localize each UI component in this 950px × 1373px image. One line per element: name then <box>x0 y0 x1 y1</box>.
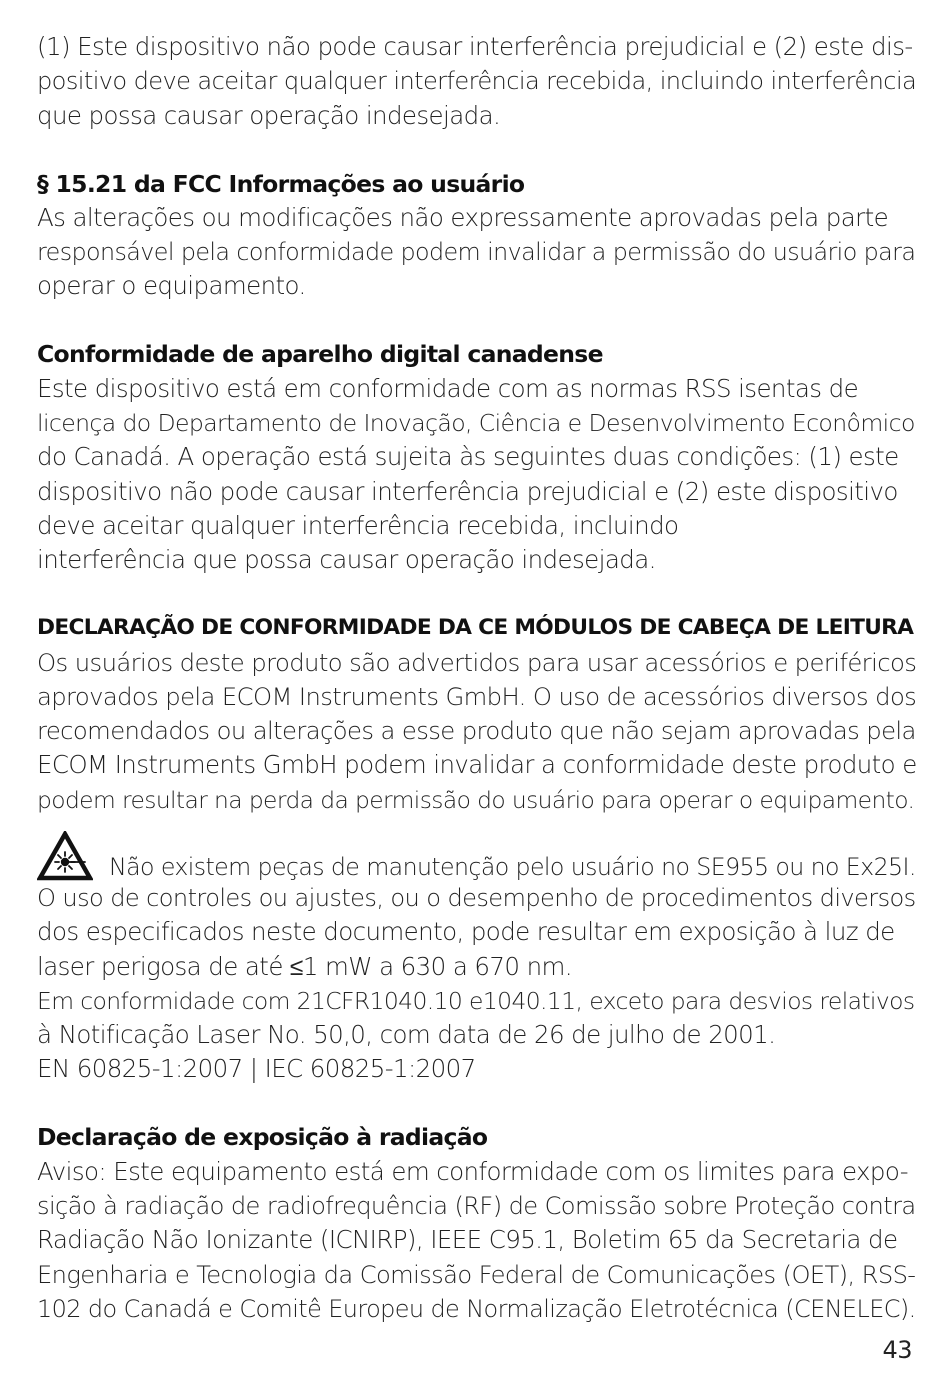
text-line: à Notificação Laser No. 50,0, com data de 26 de julho de 2001. <box>37 1020 776 1050</box>
text-line: dispositivo não pode causar interferência prejudicial e (2) este dispositivo <box>37 476 898 506</box>
text-line: podem resultar na perda da permissão do usuário para operar o equipamento. <box>37 785 915 814</box>
text-line: do Canadá. A operação está sujeita às seguintes duas condições: (1) este <box>37 442 899 472</box>
page-number: 43 <box>882 1336 912 1364</box>
section-heading: DECLARAÇÃO DE CONFORMIDADE DA CE MÓDULOS DE CABEÇA DE LEITURA <box>37 615 914 641</box>
radiation-section <box>37 1120 917 1326</box>
text-line: aprovados pela ECOM Instruments GmbH. O uso de acessórios diversos dos <box>37 681 917 711</box>
text-line: licença do Departamento de Inovação, Ciência e Desenvolvimento Econômico <box>37 409 915 438</box>
text-line: Não existem peças de manutenção pelo usuário no SE955 ou no Ex25I. <box>109 853 916 881</box>
text-line: Em conformidade com 21CFR1040.10 e1040.11, exceto para desvios relativos <box>37 986 915 1015</box>
text-line: As alterações ou modificações não expressamente aprovadas pela parte <box>37 202 889 232</box>
text-line: dos especificados neste documento, pode resultar em exposição à luz de <box>37 917 895 947</box>
text-line: O uso de controles ou ajustes, ou o desempenho de procedimentos diversos <box>37 884 916 912</box>
laser-warning-line <box>37 827 917 881</box>
section-heading: Declaração de exposição à radiação <box>37 1123 488 1152</box>
text-line: operar o equipamento. <box>37 271 306 301</box>
text-line: interferência que possa causar operação indesejada. <box>37 545 656 575</box>
fcc-section <box>37 167 917 304</box>
text-line: laser perigosa de até ≤1 mW a 630 a 670 nm. <box>37 951 572 981</box>
text-line: ECOM Instruments GmbH podem invalidar a conformidade deste produto e <box>37 750 917 780</box>
text-line: que possa causar operação indesejada. <box>37 100 501 130</box>
text-line: EN 60825-1:2007 | IEC 60825-1:2007 <box>37 1054 476 1084</box>
laser-warning-icon <box>37 831 93 881</box>
text-line: Radiação Não Ionizante (ICNIRP), IEEE C95.1, Boletim 65 da Secretaria de <box>37 1225 898 1255</box>
text-line: (1) Este dispositivo não pode causar interferência prejudicial e (2) este dis- <box>37 32 913 61</box>
section-heading: § 15.21 da FCC Informações ao usuário <box>37 169 525 198</box>
text-line: 102 do Canadá e Comitê Europeu de Normalização Eletrotécnica (CENELEC). <box>37 1294 916 1323</box>
text-line: responsável pela conformidade podem invalidar a permissão do usuário para <box>37 238 916 267</box>
text-line: Os usuários deste produto são advertidos para usar acessórios e periféricos <box>37 647 917 677</box>
text-line: deve aceitar qualquer interferência recebida, incluindo <box>37 510 679 540</box>
text-line: recomendados ou alterações a esse produto que não sejam aprovadas pela <box>37 716 916 746</box>
document-page <box>37 30 917 1326</box>
laser-section <box>37 827 917 1087</box>
canada-section <box>37 337 917 577</box>
text-line: Engenharia e Tecnologia da Comissão Federal de Comunicações (OET), RSS- <box>37 1260 916 1289</box>
text-line: Aviso: Este equipamento está em conformidade com os limites para expo- <box>37 1156 908 1186</box>
text-line: sição à radiação de radiofrequência (RF) de Comissão sobre Proteção contra <box>37 1192 916 1221</box>
intro-paragraph <box>37 30 917 133</box>
ce-section <box>37 611 917 817</box>
section-heading: Conformidade de aparelho digital canadense <box>37 340 603 369</box>
text-line: Este dispositivo está em conformidade com as normas RSS isentas de <box>37 373 859 403</box>
text-line: positivo deve aceitar qualquer interferência recebida, incluindo interferência <box>37 67 917 96</box>
